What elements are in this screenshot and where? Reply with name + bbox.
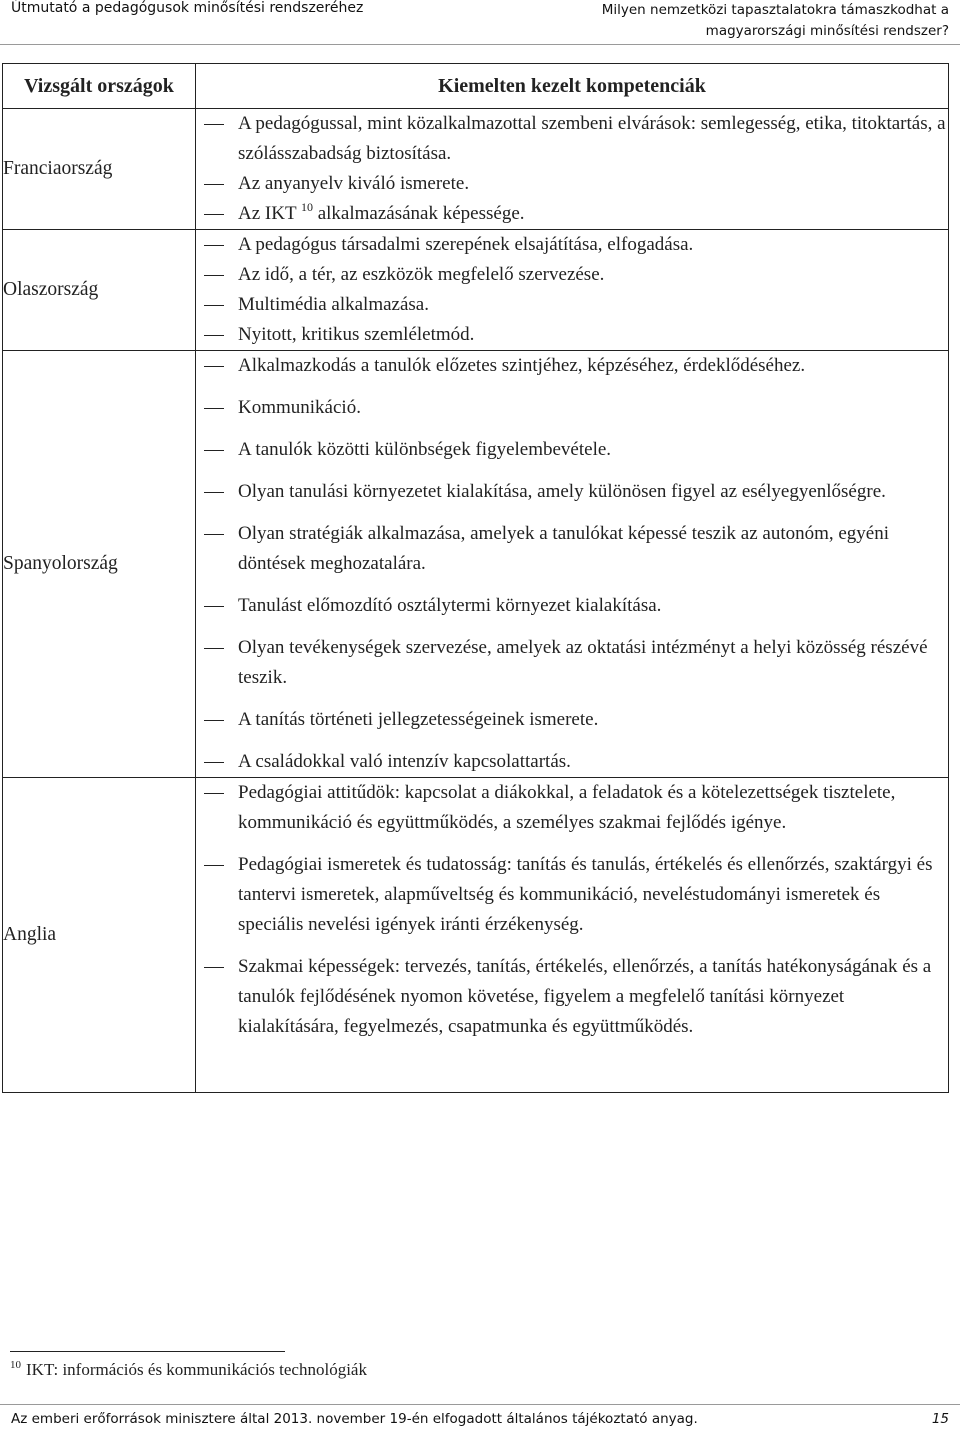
competency-list bbox=[196, 109, 948, 229]
footer-text: Az emberi erőforrások minisztere által 2013. november 19-én elfogadott általános tájékoztató anyag. bbox=[11, 1411, 698, 1427]
footnote-text: IKT: információs és kommunikációs technológiák bbox=[26, 1360, 367, 1379]
dash-bullet-icon bbox=[204, 492, 224, 493]
competency-list bbox=[196, 778, 948, 1042]
list-item: Az IKT $^{10}$ alkalmazásának képessége. bbox=[196, 199, 948, 229]
list-item: Olyan tanulási környezetet kialakítása, amely különösen figyel az esélyegyenlőségre. bbox=[196, 477, 948, 507]
list-item: A tanítás történeti jellegzetességeinek ismerete. bbox=[196, 705, 948, 735]
dash-bullet-icon bbox=[204, 408, 224, 409]
column-header-countries: Vizsgált országok bbox=[3, 64, 196, 109]
dash-bullet-icon bbox=[204, 124, 224, 125]
column-header-competencies: Kiemelten kezelt kompetenciák bbox=[196, 64, 949, 109]
list-item: Multimédia alkalmazása. bbox=[196, 290, 948, 320]
header-document-title: Útmutató a pedagógusok minősítési rendszeréhez bbox=[11, 0, 364, 16]
dash-bullet-icon bbox=[204, 762, 224, 763]
competencies-cell bbox=[196, 109, 949, 230]
dash-bullet-icon bbox=[204, 967, 224, 968]
country-cell: Franciaország bbox=[3, 109, 196, 230]
page-number: 15 bbox=[931, 1411, 949, 1427]
competency-list bbox=[196, 230, 948, 350]
list-item: A pedagógussal, mint közalkalmazottal szembeni elvárások: semlegesség, etika, titoktartás, a szólásszabadság biztosítása. bbox=[196, 109, 948, 169]
page-header bbox=[0, 0, 960, 45]
footnote-separator bbox=[10, 1351, 285, 1352]
list-item: Olyan tevékenységek szervezése, amelyek az oktatási intézményt a helyi közösség részévé teszik. bbox=[196, 633, 948, 693]
list-item: Pedagógiai attitűdök: kapcsolat a diákokkal, a feladatok és a kötelezettségek tisztelete, kommunikáció és együttműködés, a személyes szakmai fejlődés igénye. bbox=[196, 778, 948, 838]
header-section-title-line1: Milyen nemzetközi tapasztalatokra támaszkodhat a bbox=[601, 2, 949, 18]
dash-bullet-icon bbox=[204, 335, 224, 336]
table-row bbox=[3, 778, 949, 1093]
footnote bbox=[10, 1360, 367, 1380]
table-row bbox=[3, 109, 949, 230]
list-item: Pedagógiai ismeretek és tudatosság: tanítás és tanulás, értékelés és ellenőrzés, szaktárgyi és tantervi ismeretek, alapműveltség és kommunikáció, neveléstudományi ismeretek és speciális nevelési igények iránti érzékenység. bbox=[196, 850, 948, 940]
dash-bullet-icon bbox=[204, 245, 224, 246]
header-section-title-line2: magyarországi minősítési rendszer? bbox=[705, 23, 949, 39]
competency-table bbox=[2, 63, 949, 1093]
table-row bbox=[3, 351, 949, 778]
dash-bullet-icon bbox=[204, 366, 224, 367]
list-item: Kommunikáció. bbox=[196, 393, 948, 423]
dash-bullet-icon bbox=[204, 720, 224, 721]
list-item: Olyan stratégiák alkalmazása, amelyek a tanulókat képessé teszik az autonóm, egyéni döntések meghozatalára. bbox=[196, 519, 948, 579]
country-cell: Spanyolország bbox=[3, 351, 196, 778]
competencies-cell bbox=[196, 351, 949, 778]
country-cell: Anglia bbox=[3, 778, 196, 1093]
competency-list bbox=[196, 351, 948, 777]
list-item: A pedagógus társadalmi szerepének elsajátítása, elfogadása. bbox=[196, 230, 948, 260]
list-item: A tanulók közötti különbségek figyelembevétele. bbox=[196, 435, 948, 465]
dash-bullet-icon bbox=[204, 648, 224, 649]
list-item: Az anyanyelv kiváló ismerete. bbox=[196, 169, 948, 199]
dash-bullet-icon bbox=[204, 865, 224, 866]
dash-bullet-icon bbox=[204, 184, 224, 185]
dash-bullet-icon bbox=[204, 606, 224, 607]
list-item: Az idő, a tér, az eszközök megfelelő szervezése. bbox=[196, 260, 948, 290]
dash-bullet-icon bbox=[204, 793, 224, 794]
dash-bullet-icon bbox=[204, 214, 224, 215]
dash-bullet-icon bbox=[204, 534, 224, 535]
list-item: Szakmai képességek: tervezés, tanítás, értékelés, ellenőrzés, a tanítás hatékonyságának és a tanulók fejlődésének nyomon követése, figyelem a megfelelő tanítási környezet kialakítására, fegyelmezés, csapatmunka és együttműködés. bbox=[196, 952, 948, 1042]
list-item: A családokkal való intenzív kapcsolattartás. bbox=[196, 747, 948, 777]
competencies-cell bbox=[196, 778, 949, 1093]
table-header-row bbox=[3, 64, 949, 109]
header-section-title bbox=[602, 0, 949, 42]
list-item: Nyitott, kritikus szemléletmód. bbox=[196, 320, 948, 350]
footnote-number: 10 bbox=[10, 1359, 21, 1371]
dash-bullet-icon bbox=[204, 275, 224, 276]
country-cell: Olaszország bbox=[3, 230, 196, 351]
page-footer bbox=[0, 1404, 960, 1432]
list-item: Tanulást előmozdító osztálytermi környezet kialakítása. bbox=[196, 591, 948, 621]
competencies-cell bbox=[196, 230, 949, 351]
dash-bullet-icon bbox=[204, 450, 224, 451]
footnote-reference[interactable]: 10 bbox=[300, 200, 313, 214]
dash-bullet-icon bbox=[204, 305, 224, 306]
list-item: Alkalmazkodás a tanulók előzetes szintjéhez, képzéséhez, érdeklődéséhez. bbox=[196, 351, 948, 381]
table-row bbox=[3, 230, 949, 351]
